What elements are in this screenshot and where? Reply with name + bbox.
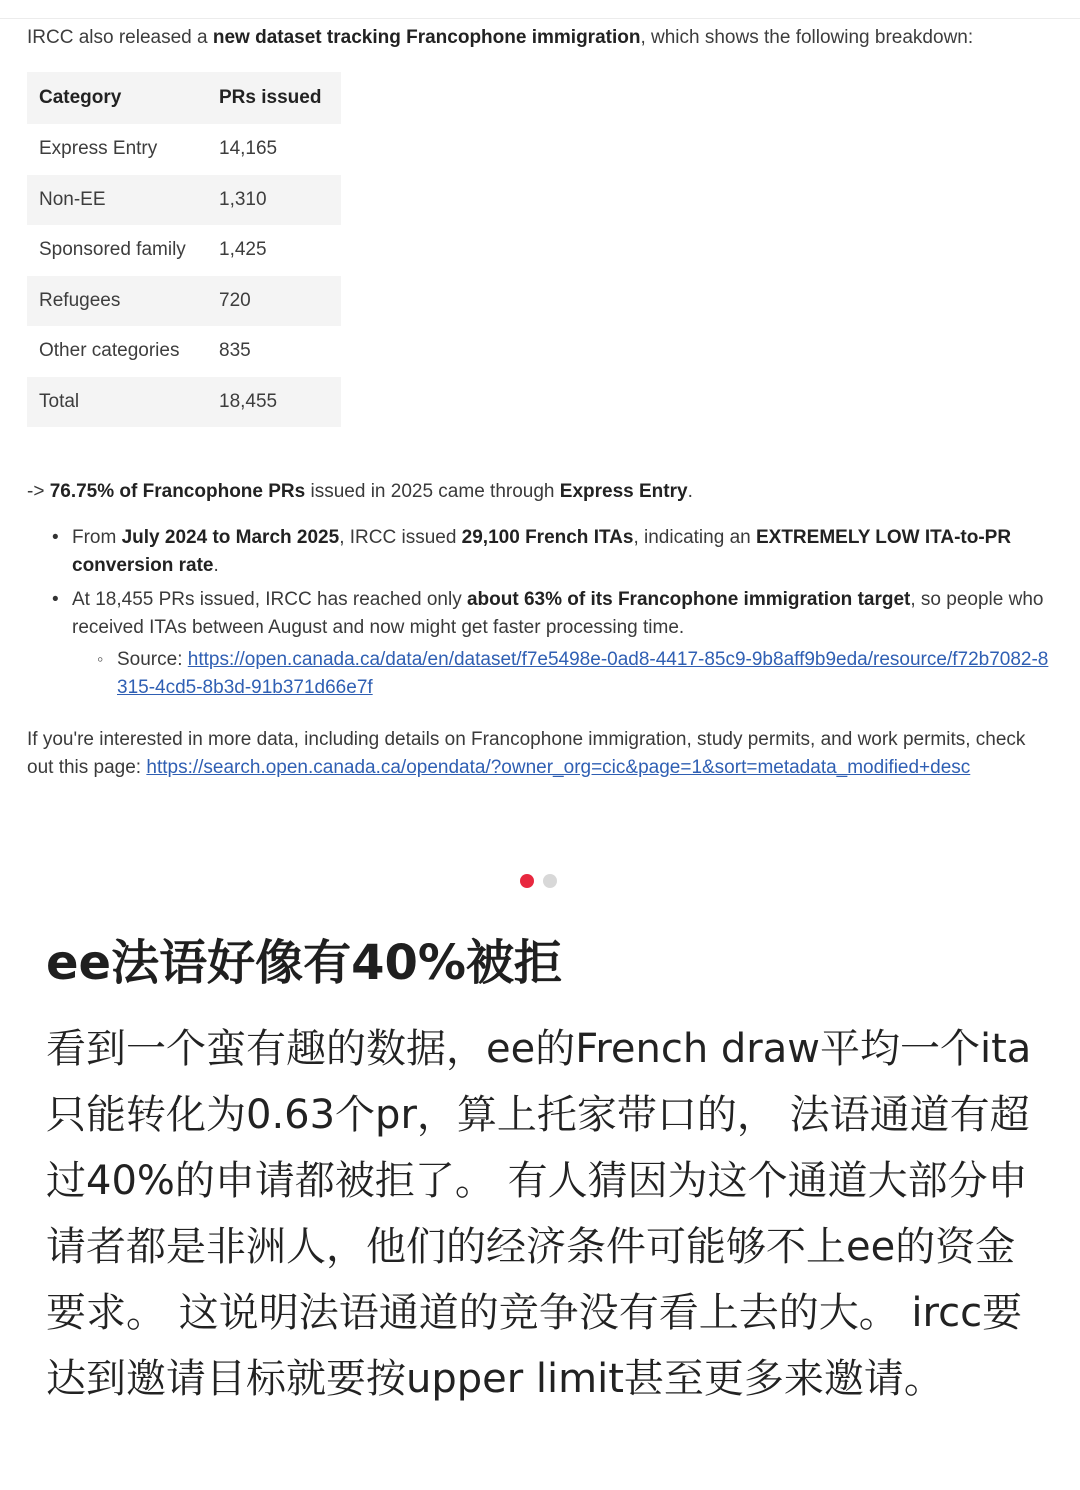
bullet-item-target <box>27 586 1057 702</box>
article-screenshot <box>27 24 1057 778</box>
bullet-text: At 18,455 PRs issued, IRCC has reached only <box>72 589 467 610</box>
table-row <box>27 276 341 327</box>
table-row <box>27 225 341 276</box>
intro-text: IRCC also released a <box>27 27 213 48</box>
more-text: If you're interested in more data, including details on Francophone immigration, study permits, and work permits, check out this page: <box>27 729 1026 778</box>
row-value: 720 <box>207 276 341 327</box>
summary-bold-2: Express Entry <box>559 481 688 502</box>
row-category: Non-EE <box>27 175 207 226</box>
express-entry-summary <box>27 478 693 506</box>
bullet-text: , indicating an <box>633 527 756 548</box>
bullet-bold: about 63% of its Francophone immigration target <box>466 589 911 610</box>
intro-bold: new dataset tracking Francophone immigration <box>212 27 641 48</box>
carousel-indicator <box>520 874 557 888</box>
post-body: 看到一个蛮有趣的数据，ee的French draw平均一个ita只能转化为0.63个pr，算上托家带口的， 法语通道有超过40%的申请都被拒了。 有人猜因为这个通道大部分申请者都是非洲人，他们的经济条件可能够不上ee的资金要求。 这说明法语通道的竞争没有看上去的大。 ircc要达到邀请目标就要按upper limit甚至更多来邀请。 <box>46 1026 1032 1402</box>
row-value: 1,310 <box>207 175 341 226</box>
carousel-dot-active[interactable] <box>520 874 534 888</box>
row-value: 18,455 <box>207 377 341 428</box>
bullet-text: , IRCC issued <box>339 527 462 548</box>
source-label: Source: <box>117 649 188 670</box>
table-row <box>27 124 341 175</box>
bullet-item-itas <box>27 524 1057 580</box>
bullet-bold: 29,100 French ITAs <box>461 527 634 548</box>
top-divider <box>0 18 1080 19</box>
bullet-text: , so people who received ITAs between August and now might get faster processing time. <box>72 589 1044 638</box>
row-value: 1,425 <box>219 239 267 261</box>
header-category: Category <box>27 72 207 124</box>
source-link[interactable]: https://open.canada.ca/data/en/dataset/f7e5498e-0ad8-4417-85c9-9b8aff9b9eda/resource/f72b7082-8315-4cd5-8b3d-91b371d66e7f <box>117 649 1049 698</box>
row-category: Sponsored family <box>39 239 186 261</box>
summary-text: issued in 2025 came through <box>305 481 560 502</box>
table-header-row <box>27 72 341 124</box>
bullet-bold: EXTREMELY LOW ITA-to-PR conversion rate <box>72 527 1012 576</box>
row-value: 14,165 <box>219 138 278 160</box>
summary-bold-1: 76.75% of Francophone PRs <box>49 481 306 502</box>
intro-paragraph <box>27 24 1057 52</box>
row-category: Total <box>27 377 207 428</box>
row-category: Other categories <box>39 340 180 362</box>
summary-suffix: . <box>687 481 693 502</box>
more-data-link[interactable]: https://search.open.canada.ca/opendata/?owner_org=cic&page=1&sort=metadata_modified+desc <box>146 757 971 778</box>
table-row-total <box>27 377 341 428</box>
intro-text-end: , which shows the following breakdown: <box>640 27 974 48</box>
row-category: Refugees <box>27 276 207 327</box>
sub-bullet-list <box>72 646 1057 702</box>
header-prs-issued: PRs issued <box>207 72 341 124</box>
row-category: Express Entry <box>39 138 158 160</box>
bullet-text: . <box>213 555 219 576</box>
post-title: ee法语好像有40%被拒 <box>46 935 563 991</box>
table-row <box>27 175 341 226</box>
bullet-list <box>27 524 1057 708</box>
bullet-bold: July 2024 to March 2025 <box>121 527 340 548</box>
more-data-paragraph <box>27 726 1057 782</box>
row-value: 835 <box>219 340 251 362</box>
arrow-prefix: -> <box>27 481 50 502</box>
table-row <box>27 326 341 377</box>
bullet-text: From <box>72 527 122 548</box>
francophone-pr-table <box>27 72 341 427</box>
carousel-dot[interactable] <box>543 874 557 888</box>
source-item <box>72 646 1057 702</box>
